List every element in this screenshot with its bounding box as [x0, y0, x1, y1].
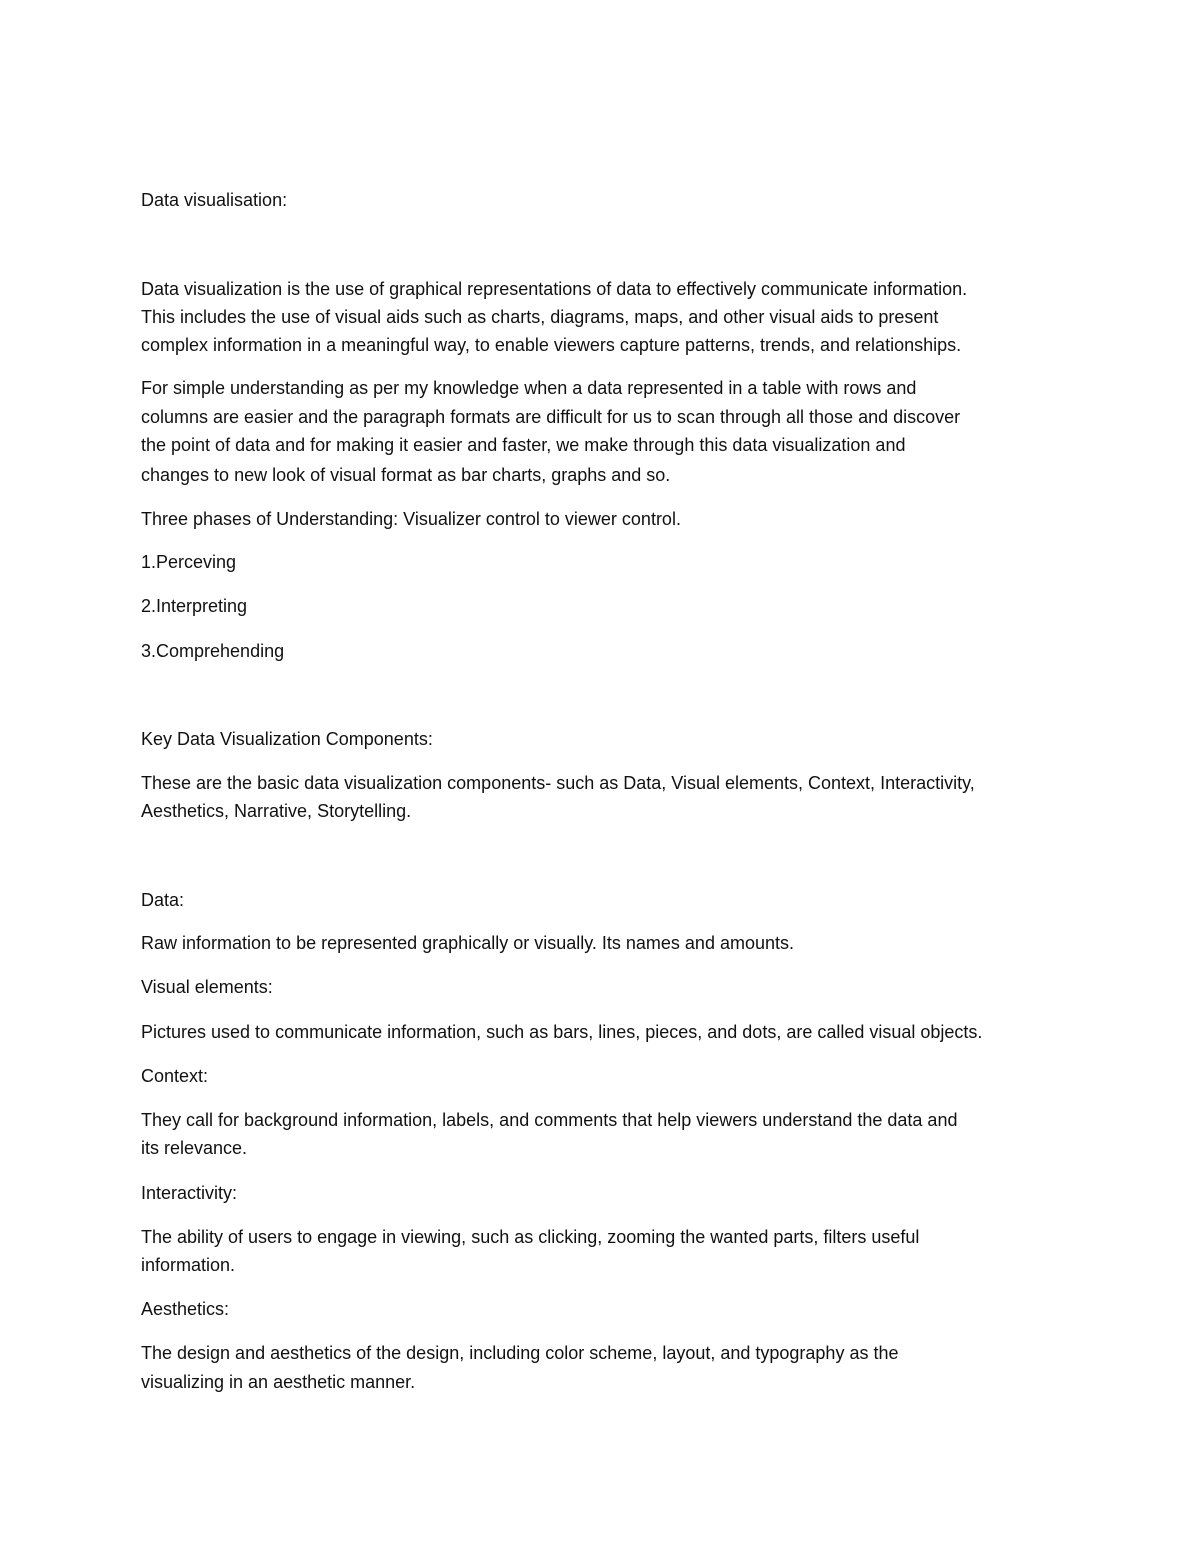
- section-heading-data: Data:: [141, 890, 185, 910]
- section-text-context: They call for background information, labels, and comments that help viewers understand the data and: [141, 1110, 958, 1130]
- section-heading-context: Context:: [141, 1066, 209, 1086]
- section-heading-visual-elements: Visual elements:: [141, 977, 273, 997]
- components-heading: Key Data Visualization Components:: [141, 729, 433, 749]
- section-text-context: its relevance.: [141, 1138, 248, 1158]
- simple-understanding-line: columns are easier and the paragraph formats are difficult for us to scan through all those and discover: [141, 407, 961, 427]
- section-text-data: Raw information to be represented graphically or visually. Its names and amounts.: [141, 933, 794, 953]
- section-text-visual-elements: Pictures used to communicate information, such as bars, lines, pieces, and dots, are called visual objects.: [141, 1022, 983, 1042]
- simple-understanding-line: changes to new look of visual format as bar charts, graphs and so.: [141, 465, 671, 485]
- section-heading-aesthetics: Aesthetics:: [141, 1299, 230, 1319]
- section-text-interactivity: information.: [141, 1255, 236, 1275]
- intro-line: complex information in a meaningful way, to enable viewers capture patterns, trends, and relationships.: [141, 335, 962, 355]
- phase-item: 3.Comprehending: [141, 641, 285, 661]
- section-text-aesthetics: The design and aesthetics of the design, including color scheme, layout, and typography as the: [141, 1343, 899, 1363]
- section-text-aesthetics: visualizing in an aesthetic manner.: [141, 1372, 416, 1392]
- simple-understanding-line: For simple understanding as per my knowledge when a data represented in a table with rows and: [141, 378, 917, 398]
- components-line: These are the basic data visualization components- such as Data, Visual elements, Context, Interactivity,: [141, 773, 975, 793]
- section-heading-interactivity: Interactivity:: [141, 1183, 238, 1203]
- document-title: Data visualisation:: [141, 190, 288, 210]
- components-line: Aesthetics, Narrative, Storytelling.: [141, 801, 412, 821]
- simple-understanding-line: the point of data and for making it easier and faster, we make through this data visualization and: [141, 435, 906, 455]
- intro-line: This includes the use of visual aids such as charts, diagrams, maps, and other visual aids to present: [141, 307, 939, 327]
- section-text-interactivity: The ability of users to engage in viewing, such as clicking, zooming the wanted parts, filters useful: [141, 1227, 920, 1247]
- intro-line: Data visualization is the use of graphical representations of data to effectively communicate information.: [141, 279, 968, 299]
- phase-item: 1.Perceving: [141, 552, 237, 572]
- phases-heading: Three phases of Understanding: Visualizer control to viewer control.: [141, 509, 681, 529]
- phase-item: 2.Interpreting: [141, 596, 248, 616]
